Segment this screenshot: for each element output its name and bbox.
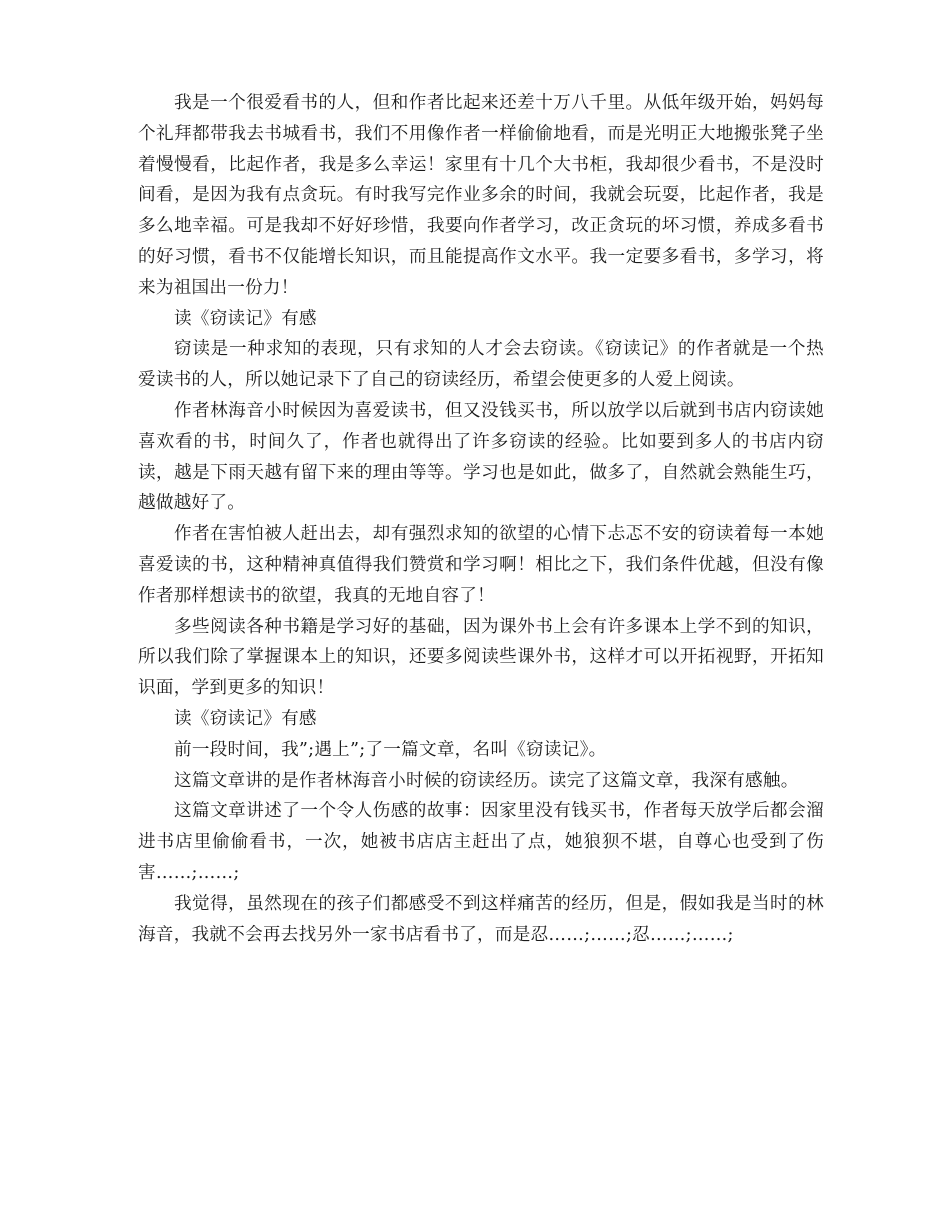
paragraph: 多些阅读各种书籍是学习好的基础，因为课外书上会有许多课本上学不到的知识，所以我们除了掌握课本上的知识，还要多阅读些课外书，这样才可以开拓视野，开拓知识面，学到更多的知识！ [138, 616, 824, 699]
paragraph: 我觉得，虽然现在的孩子们都感受不到这样痛苦的经历，但是，假如我是当时的林海音，我就不会再去找另外一家书店看书了，而是忍……;……;忍……;……; [138, 893, 824, 945]
paragraph: 这篇文章讲述了一个令人伤感的故事：因家里没有钱买书，作者每天放学后都会溜进书店里偷偷看书，一次，她被书店店主赶出了点，她狼狈不堪，自尊心也受到了伤害……;……; [138, 801, 824, 883]
paragraph: 作者林海音小时候因为喜爱读书，但又没钱买书，所以放学以后就到书店内窃读她喜欢看的书，时间久了，作者也就得出了许多窃读的经验。比如要到多人的书店内窃读，越是下雨天越有留下来的理由等等。学习也是如此，做多了，自然就会熟能生巧，越做越好了。 [138, 400, 824, 514]
paragraph: 这篇文章讲的是作者林海音小时候的窃读经历。读完了这篇文章，我深有感触。 [174, 770, 799, 791]
paragraph: 我是一个很爱看书的人，但和作者比起来还差十万八千里。从低年级开始，妈妈每个礼拜都带我去书城看书，我们不用像作者一样偷偷地看，而是光明正大地搬张凳子坐着慢慢看，比起作者，我是多么幸运！家里有十几个大书柜，我却很少看书，不是没时间看，是因为我有点贪玩。有时我写完作业多余的时间，我就会玩耍，比起作者，我是多么地幸福。可是我却不好好珍惜，我要向作者学习，改正贪玩的坏习惯，养成多看书的好习惯，看书不仅能增长知识，而且能提高作文水平。我一定要多看书，多学习，将来为祖国出一份力！ [138, 93, 824, 298]
section-heading: 读《窃读记》有感 [174, 308, 317, 329]
section-heading: 读《窃读记》有感 [174, 708, 317, 729]
paragraph: 作者在害怕被人赶出去，却有强烈求知的欲望的心情下忐忑不安的窃读着每一本她喜爱读的书，这种精神真值得我们赞赏和学习啊！相比之下，我们条件优越，但没有像作者那样想读书的欲望，我真的无地自容了！ [138, 524, 824, 606]
paragraph: 窃读是一种求知的表现，只有求知的人才会去窃读。《窃读记》的作者就是一个热爱读书的人，所以她记录下了自己的窃读经历，希望会使更多的人爱上阅读。 [138, 339, 824, 391]
document-body [138, 88, 824, 950]
paragraph: 前一段时间，我”;遇上”;了一篇文章，名叫《窃读记》。 [174, 739, 607, 760]
